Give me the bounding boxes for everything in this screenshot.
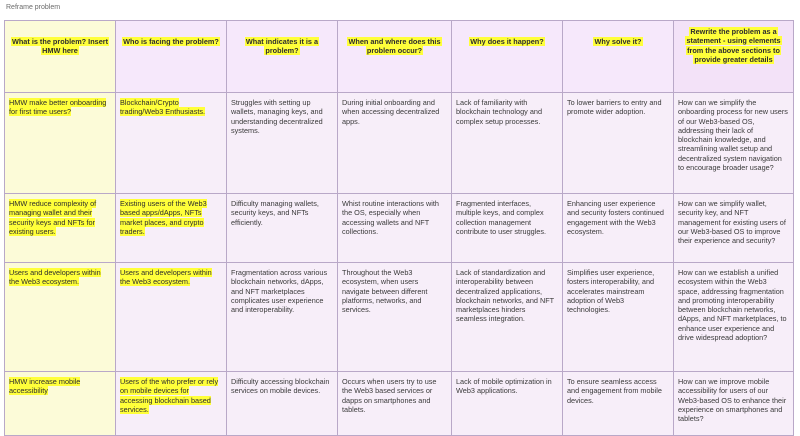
header-why-happen[interactable]: Why does it happen?	[452, 21, 563, 93]
cell-indicator[interactable]: Struggles with setting up wallets, managing keys, and understanding decentralized systems.	[227, 93, 338, 194]
cell-why-solve[interactable]: To ensure seamless access and engagement from mobile devices.	[563, 372, 674, 436]
header-what-indicates[interactable]: What indicates it is a problem?	[227, 21, 338, 93]
cell-why-happen[interactable]: Lack of familiarity with blockchain technology and complex setup processes.	[452, 93, 563, 194]
header-when-where[interactable]: When and where does this problem occur?	[338, 21, 452, 93]
cell-statement[interactable]: How can we establish a unified ecosystem within the Web3 space, addressing fragmentation and promoting interoperability between blockchain networks, dApps, and NFT marketplaces, to enhance user experience and drive widespread adoption?	[674, 263, 794, 372]
cell-when-where[interactable]: Occurs when users try to use the Web3 based services or dapps on smartphones and tablets.	[338, 372, 452, 436]
cell-who[interactable]: Users and developers within the Web3 ecosystem.	[116, 263, 227, 372]
cell-indicator[interactable]: Difficulty accessing blockchain services on mobile devices.	[227, 372, 338, 436]
table-row	[5, 263, 794, 372]
cell-when-where[interactable]: During initial onboarding and when accessing decentralized apps.	[338, 93, 452, 194]
table-row	[5, 93, 794, 194]
table-row	[5, 372, 794, 436]
reframe-problem-table	[4, 20, 794, 436]
cell-who[interactable]: Existing users of the Web3 based apps/dApps, NFTs market places, and crypto traders.	[116, 194, 227, 263]
header-rewrite-statement[interactable]: Rewrite the problem as a statement - using elements from the above sections to provide greater details	[674, 21, 794, 93]
cell-statement[interactable]: How can we simplify the onboarding process for new users of our Web3-based OS, addressing their lack of blockchain knowledge, and streamlining wallet setup and decentralized system navigation to encourage broader usage?	[674, 93, 794, 194]
header-why-solve[interactable]: Why solve it?	[563, 21, 674, 93]
cell-indicator[interactable]: Fragmentation across various blockchain networks, dApps, and NFT marketplaces complicates user experience and interoperability.	[227, 263, 338, 372]
cell-problem[interactable]: HMW reduce complexity of managing wallet and their security keys and NFTs for existing users.	[5, 194, 116, 263]
cell-indicator[interactable]: Difficulty managing wallets, security keys, and NFTs efficiently.	[227, 194, 338, 263]
header-row	[5, 21, 794, 93]
cell-why-solve[interactable]: Enhancing user experience and security fosters continued engagement with the Web3 ecosystem.	[563, 194, 674, 263]
header-what-problem[interactable]: What is the problem? Insert HMW here	[5, 21, 116, 93]
cell-why-happen[interactable]: Fragmented interfaces, multiple keys, and complex collection management contribute to user struggles.	[452, 194, 563, 263]
cell-when-where[interactable]: Whist routine interactions with the OS, especially when accessing wallets and NFT collections.	[338, 194, 452, 263]
cell-who[interactable]: Users of the who prefer or rely on mobile devices for accessing blockchain based services.	[116, 372, 227, 436]
cell-when-where[interactable]: Throughout the Web3 ecosystem, when users navigate between different platforms, networks, and services.	[338, 263, 452, 372]
cell-problem[interactable]: HMW increase mobile accessibility	[5, 372, 116, 436]
cell-why-happen[interactable]: Lack of standardization and interoperability between decentralized applications, blockchain networks, and NFT marketplaces hinders seamless integration.	[452, 263, 563, 372]
cell-why-solve[interactable]: To lower barriers to entry and promote wider adoption.	[563, 93, 674, 194]
table-row	[5, 194, 794, 263]
header-who-facing[interactable]: Who is facing the problem?	[116, 21, 227, 93]
cell-problem[interactable]: HMW make better onboarding for first time users?	[5, 93, 116, 194]
page-label: Reframe problem	[6, 4, 61, 11]
cell-statement[interactable]: How can we improve mobile accessibility for users of our Web3-based OS to enhance their experience on smartphones and tablets?	[674, 372, 794, 436]
cell-statement[interactable]: How can we simplify wallet, security key, and NFT management for existing users of our Web3-based OS to improve their experience and security?	[674, 194, 794, 263]
cell-why-solve[interactable]: Simplifies user experience, fosters interoperability, and accelerates mainstream adoption of Web3 technologies.	[563, 263, 674, 372]
cell-problem[interactable]: Users and developers within the Web3 ecosystem.	[5, 263, 116, 372]
cell-why-happen[interactable]: Lack of mobile optimization in Web3 applications.	[452, 372, 563, 436]
cell-who[interactable]: Blockchain/Crypto trading/Web3 Enthusiasts.	[116, 93, 227, 194]
